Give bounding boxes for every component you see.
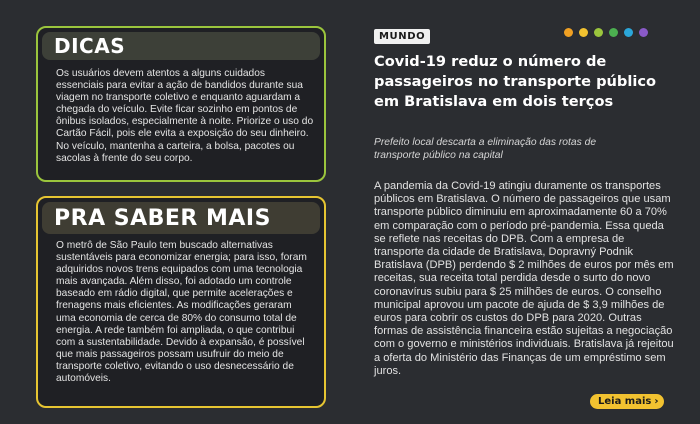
read-more-label: Leia mais [598, 396, 652, 407]
dot-yellow [579, 28, 588, 37]
dicas-title: DICAS [54, 34, 126, 58]
saber-title: PRA SABER MAIS [54, 205, 271, 231]
dot-orange [564, 28, 573, 37]
dot-green [609, 28, 618, 37]
saber-box [36, 196, 326, 408]
saber-text: O metrô de São Paulo tem buscado alternativas sustentáveis para economizar energia; para isso, foram adquiridos novos trens equipados com uma tecnologia mais avançada. Além disso, foi adotado um controle baseado em rádio digital, que permite acelerações e frenagens mais eficientes. As modificações geraram uma economia de cerca de 80% do consumo total de energia. A rede também foi ampliada, o que contribui com a sustentabilidade. Devido à expansão, é possível que mais passageiros possam usufruir do meio de transporte coletivo, evitando o uso desnecessário de automóveis. [56, 240, 307, 385]
article-headline: Covid-19 reduz o número de passageiros no transporte público em Bratislava em dois terços [374, 53, 657, 110]
chevron-right-icon: › [654, 396, 659, 407]
color-dots [564, 28, 648, 37]
section-tag[interactable]: MUNDO [374, 29, 430, 44]
article-body: A pandemia da Covid-19 atingiu duramente os transportes públicos em Bratislava. O número de passageiros que usam transporte público diminuiu em aproximadamente 60 a 70% em comparação com o período pré-pandemia. Essa queda se reflete nas receitas do DPB. Com a empresa de transporte da cidade de Bratislava, Dopravný Podnik Bratislava (DPB) perdendo $ 2 milhões de euros por mês em receitas, sua receita total perdida desde o surto do novo coronavírus subiu para $ 25 milhões de euros. O conselho municipal aprovou um pacote de ajuda de $ 3,9 milhões de euros para cobrir os custos do DPB para 2020. Outras formas de assistência financeira estão sujeitas a negociação com o governo e ministérios individuais. Bratislava já rejeitou a oferta do Ministério das Finanças de um empréstimo sem juros. [374, 180, 674, 377]
article-subhead: Prefeito local descarta a eliminação das rotas de transporte público na capital [374, 137, 597, 161]
dot-lime [594, 28, 603, 37]
saber-header [42, 202, 320, 234]
dicas-header [42, 32, 320, 60]
dicas-box [36, 26, 326, 182]
dot-purple [639, 28, 648, 37]
dicas-text: Os usuários devem atentos a alguns cuidados essenciais para evitar a ação de bandidos durante sua viagem no transporte coletivo e enquanto aguardam a chegada do veículo. Evite ficar sozinho em pontos de ônibus isolados, especialmente à noite. Priorize o uso do Cartão Fácil, pois ele evita a exposição do seu dinheiro. No veículo, mantenha a carteira, a bolsa, pacotes ou sacolas à frente do seu corpo. [56, 68, 314, 164]
read-more-button[interactable] [590, 394, 664, 409]
dot-blue [624, 28, 633, 37]
